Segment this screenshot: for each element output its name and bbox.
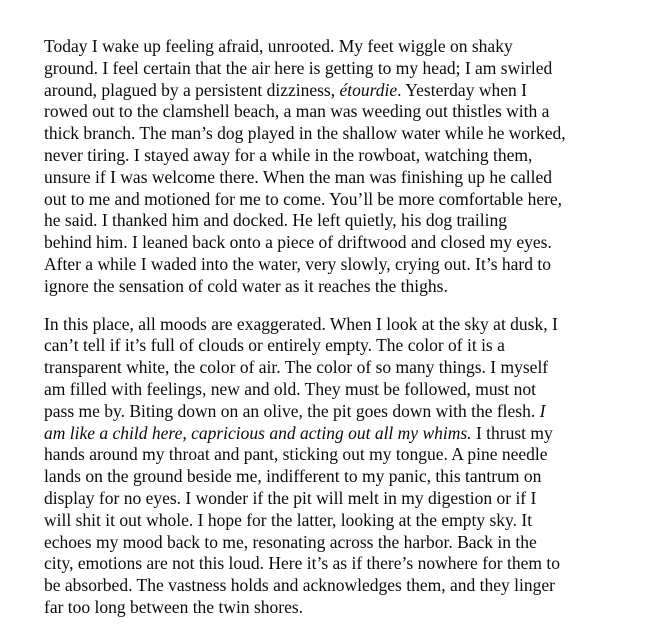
text-line [44,167,622,189]
text-segment: he said. I thanked him and docked. He left quietly, his dog trailing [44,210,507,231]
text-line [44,466,622,488]
text-line [44,379,622,401]
text-line [44,232,622,254]
text-line [44,532,622,554]
text-segment: . Yesterday when I [397,79,527,100]
document-text [44,36,622,619]
text-line [44,36,622,58]
text-segment: pass me by. Biting down on an olive, the pit goes down with the flesh. [44,400,540,421]
text-line [44,335,622,357]
text-segment: Today I wake up feeling afraid, unrooted. My feet wiggle on shaky [44,36,513,56]
text-segment: ignore the sensation of cold water as it reaches the thighs. [44,275,448,296]
text-line [44,575,622,597]
text-segment: never tiring. I stayed away for a while in the rowboat, watching them, [44,144,533,165]
text-line [44,101,622,123]
text-segment: display for no eyes. I wonder if the pit will melt in my digestion or if I [44,487,537,508]
text-segment: I thrust my [471,422,553,443]
text-segment: am filled with feelings, new and old. They must be followed, must not [44,378,537,399]
text-line [44,510,622,532]
text-line [44,444,622,466]
text-segment: echoes my mood back to me, resonating across the harbor. Back in the [44,531,537,552]
text-line [44,80,622,102]
text-segment: city, emotions are not this loud. Here it’s as if there’s nowhere for them to [44,553,560,574]
text-segment: out to me and motioned for me to come. You’ll be more comfortable here, [44,188,563,209]
text-segment: transparent white, the color of air. The color of so many things. I myself [44,357,549,378]
text-line [44,401,622,423]
text-line [44,357,622,379]
text-segment: far too long between the twin shores. [44,596,304,617]
text-segment: After a while I waded into the water, very slowly, crying out. It’s hard to [44,253,551,274]
text-segment: ground. I feel certain that the air here is getting to my head; I am swirled [44,57,553,78]
text-line [44,597,622,619]
text-line [44,553,622,575]
text-line [44,488,622,510]
text-line [44,276,622,298]
text-segment: lands on the ground beside me, indifferent to my panic, this tantrum on [44,466,542,487]
text-line [44,189,622,211]
text-line [44,145,622,167]
text-segment: behind him. I leaned back onto a piece of driftwood and closed my eyes. [44,232,552,253]
text-segment: be absorbed. The vastness holds and acknowledges them, and they linger [44,575,555,596]
italic-text-segment: étourdie [339,79,398,100]
paragraph-1 [44,36,622,298]
text-line [44,210,622,232]
text-segment: thick branch. The man’s dog played in the shallow water while he worked, [44,123,566,144]
text-segment: can’t tell if it’s full of clouds or entirely empty. The color of it is a [44,335,505,356]
text-line [44,254,622,276]
text-segment: In this place, all moods are exaggerated. When I look at the sky at dusk, I [44,313,558,334]
text-line [44,314,622,336]
text-segment: rowed out to the clamshell beach, a man was weeding out thistles with a [44,101,550,122]
text-line [44,123,622,145]
text-line [44,423,622,445]
text-segment: unsure if I was welcome there. When the man was finishing up he called [44,166,552,187]
text-segment: hands around my throat and pant, sticking out my tongue. A pine needle [44,444,548,465]
italic-text-segment: I [539,400,546,421]
paragraph-2 [44,314,622,619]
italic-text-segment: am like a child here, capricious and acting out all my whims. [44,422,472,443]
text-line [44,58,622,80]
text-segment: around, plagued by a persistent dizziness, [44,79,340,100]
text-segment: will shit it out whole. I hope for the latter, looking at the empty sky. It [44,509,533,530]
